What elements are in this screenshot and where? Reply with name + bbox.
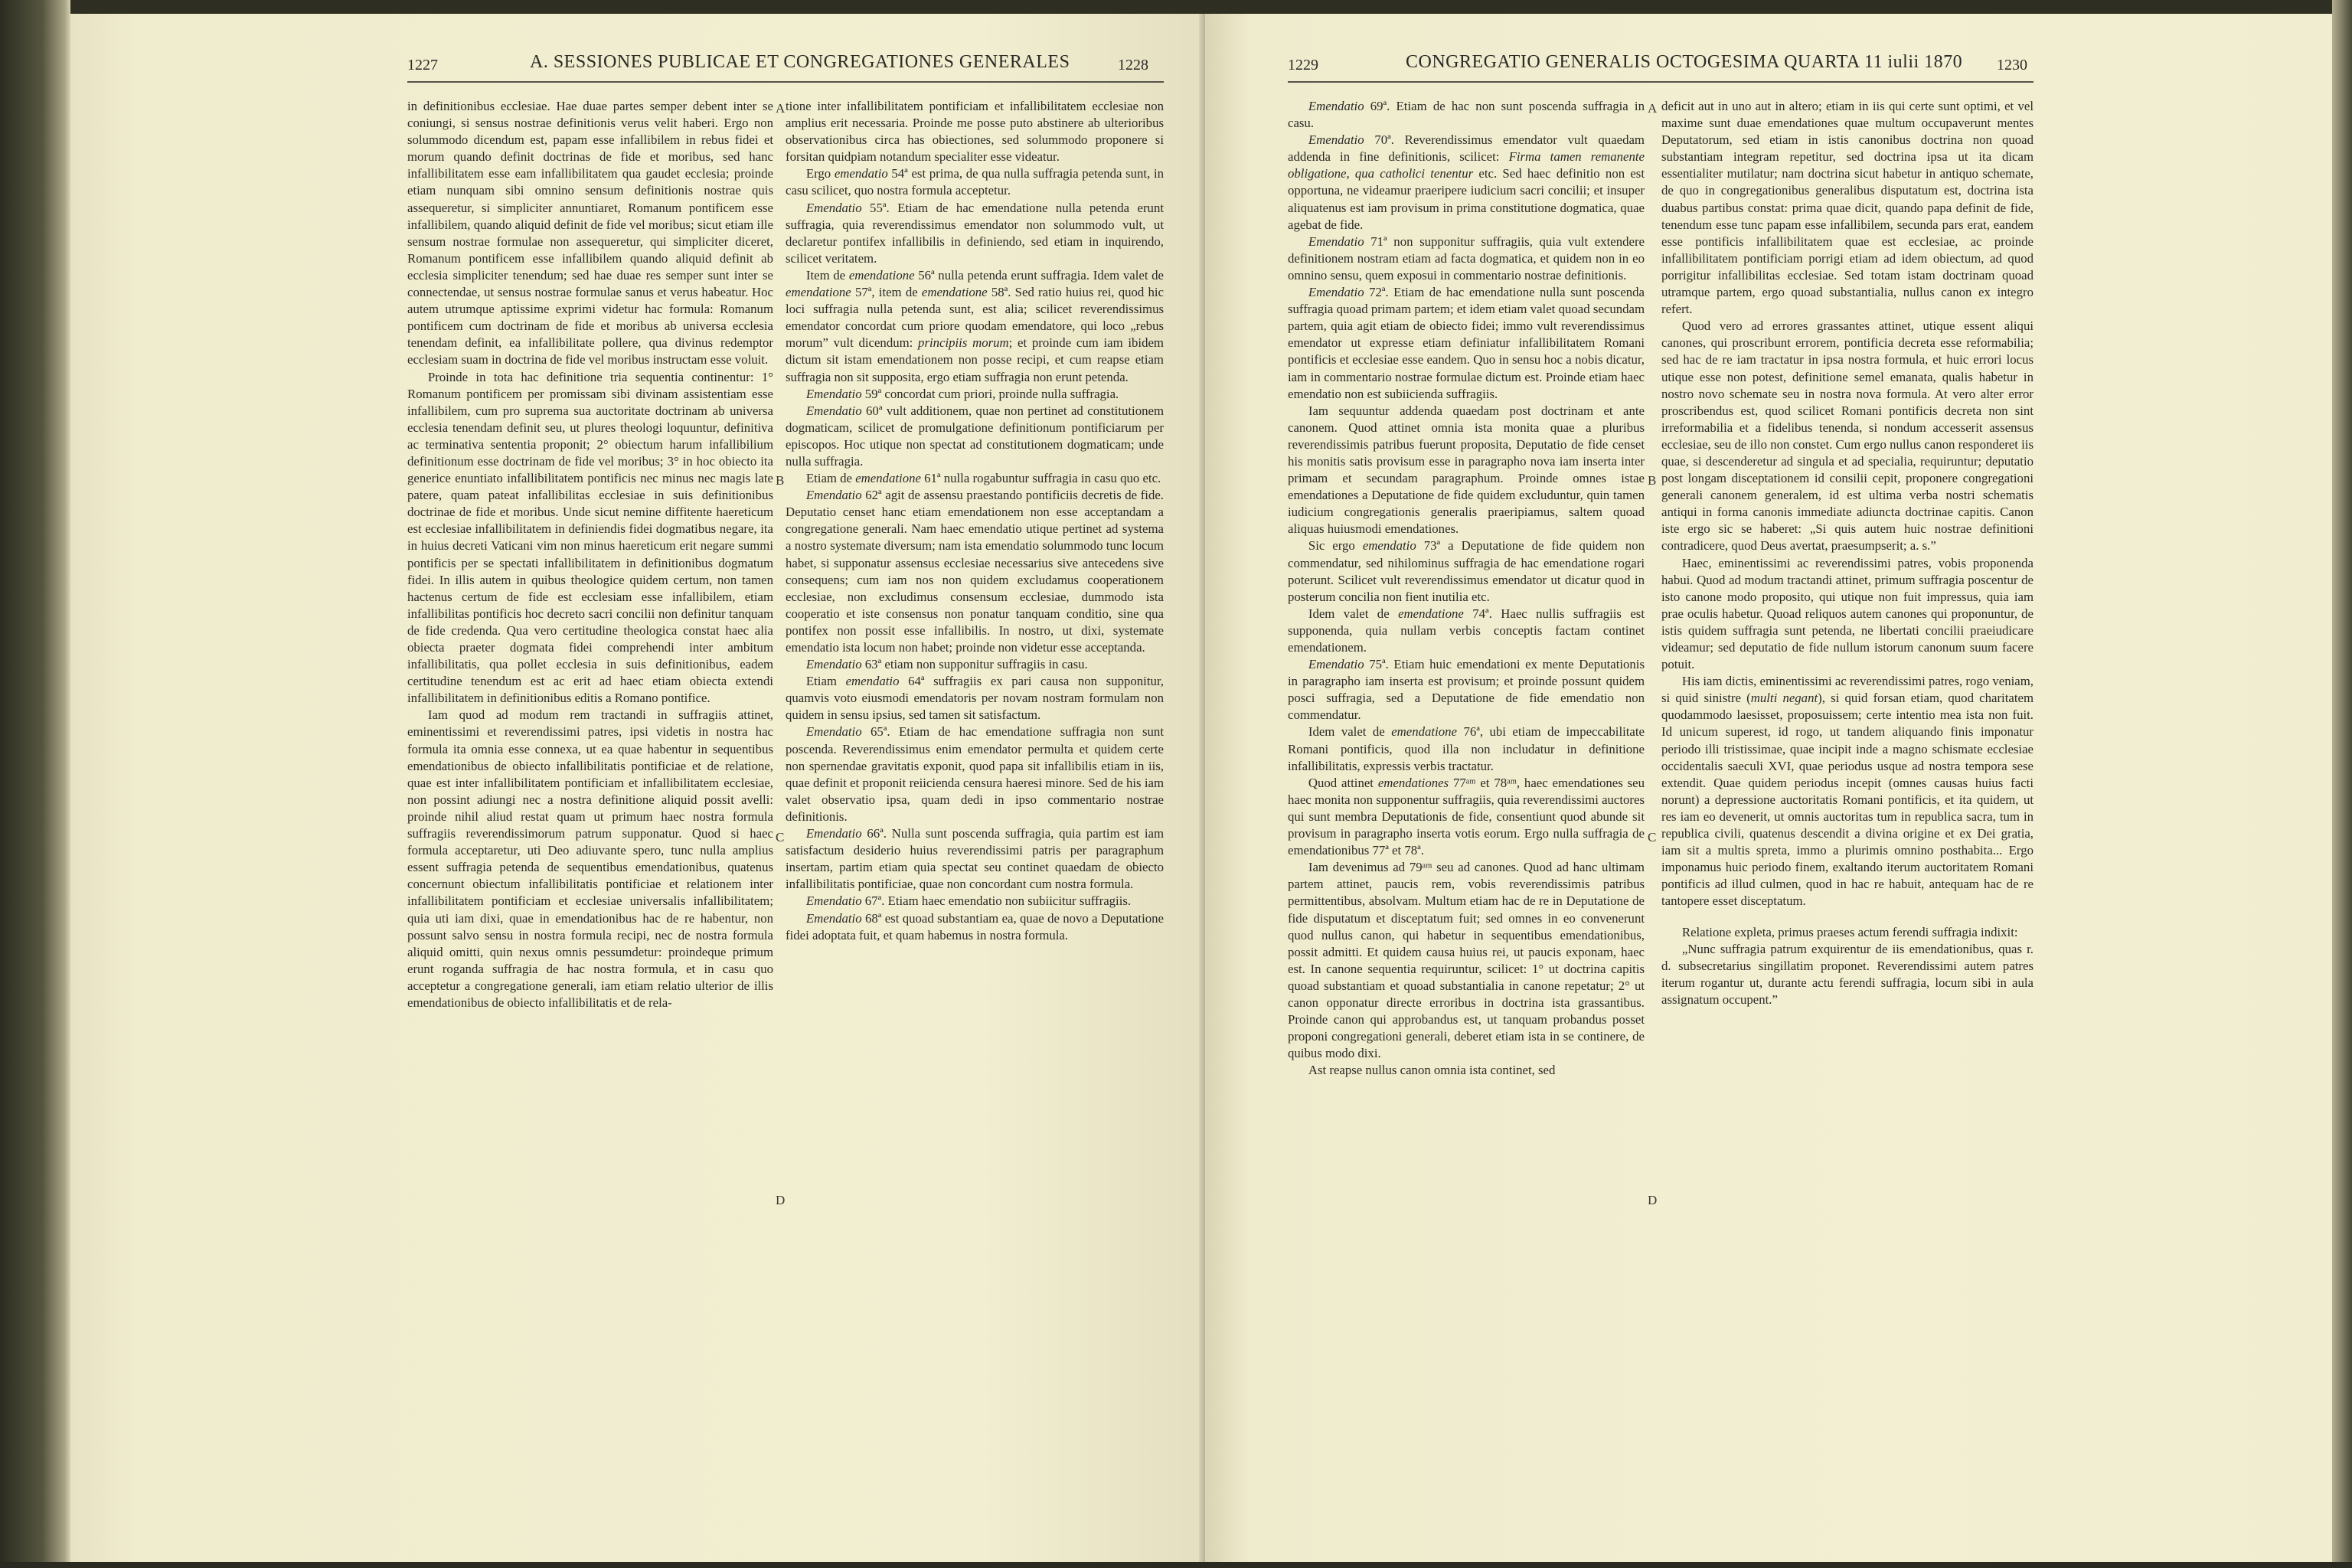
header-rule <box>407 81 1164 83</box>
text-column-left <box>407 98 773 1011</box>
margin-siglum: A <box>776 101 786 116</box>
text-column-right <box>786 98 1164 944</box>
running-head: CONGREGATIO GENERALIS OCTOGESIMA QUARTA 11 iulii 1870 <box>1406 52 1963 72</box>
paragraph: Item de emendatione 56ª nulla petenda erunt suffragia. Idem valet de emendatione 57ª, item de emendatione 58ª. Sed ratio huius rei, quod hic loci suffragia nulla petenda sunt, est alia; scilicet reverendissimus emendator concordat cum priore quodam emendatore, qui loco „rebus morum” vult dicendum: principiis morum; et proinde cum iam ibidem dictum sit istam emendationem non posse recipi, et cum reapse etiam suffragia non sit supposita, ergo etiam suffragia non erunt petenda. <box>786 267 1164 384</box>
paragraph: Etiam emendatio 64ª suffragiis ex pari causa non supponitur, quamvis voto eiusmodi emendatoris per novam nostram formulam non quidem in sensu ipsius, sed tamen sit satisfactum. <box>786 674 1164 723</box>
paragraph: in definitionibus ecclesiae. Hae duae partes semper debent inter se coniungi, si sensus nostrae definitionis verus velit haberi. Ergo non solummodo dicendum est, papam esse infallibilem in rebus fidei et morum quando definit doctrinas de fide et moribus, sed hanc infallibilitatem esse eam infallibilitatem qua gaudet ecclesia; proinde etiam nunquam sibi omnino sensum definitionis nostrae quis assequeretur, si simpliciter annuntiaret, Romanum pontificem esse infallibilem, quando aliquid definit de fide vel moribus; sicut etiam ille sensum nostrae formulae non assequeretur, qui simpliciter diceret, Romanum pontificem esse infallibilem quando aliquid definit ab ecclesia simpliciter tenendum; sed hae duae res semper sunt inter se connectendae, ut sensus nostrae formulae sanus et verus habeatur. Hoc autem utrumque aptissime exprimi videtur hac formula: Romanum pontificem cum doctrinam de fide et moribus ab universa ecclesia tenendam definit, ea infallibilitate pollere, qua divinus redemptor ecclesiam suam in doctrina de fide vel moribus instructam esse voluit. <box>407 99 773 368</box>
margin-siglum: C <box>776 830 785 844</box>
paragraph: Emendatio 63ª etiam non supponitur suffragiis in casu. <box>805 657 1088 672</box>
paragraph: Ast reapse nullus canon omnia ista continet, sed <box>1308 1063 1556 1078</box>
paragraph: Iam sequuntur addenda quaedam post doctrinam et ante canonem. Quod attinet omnia ista monita quae a pluribus reverendissimis patribus fuerunt proposita, Deputatio de fide censet his monitis satis provisum esse in paragrapho nova iam inserta inter primam et secundam paragraphum. Proinde omnes istae emendationes a Deputatione de fide quidem excluduntur, quin tamen iudicium congregationis generalis praeripiamus, saltem quoad aliquas huiusmodi emendationes. <box>1288 403 1645 537</box>
paragraph: Quod attinet emendationes 77ᵃᵐ et 78ᵃᵐ, haec emendationes seu haec monita non supponentur suffragiis, quia reverendissimi auctores qui sunt membra Deputationis de fide, consentiunt quod abunde sit provisum in paragrapho inserta votis eorum. Ergo nulla suffragia de emendationibus 77ª et 78ª. <box>1288 775 1645 858</box>
book-edge-right <box>2332 0 2352 1568</box>
margin-siglum: B <box>776 473 785 488</box>
paragraph: „Nunc suffragia patrum exquirentur de iis emendationibus, quas r. d. subsecretarius singillatim proponet. Reverendissimi autem patres iterum rogantur ut, durante actu ferendi suffragia, locum sibi in aula assignatum occupent.” <box>1661 941 2034 1007</box>
paragraph: His iam dictis, eminentissimi ac reverendissimi patres, rogo veniam, si quid sinistre (multi negant), si quid forsan etiam, quod charitatem quodammodo laesisset, proposuissem; certe intentio mea ista non fuit. Id unicum superest, id rogo, ut tandem aliquando finis imponatur periodo illi tristissimae, quae incipit inde a magno schismate ecclesiae occidentalis saeculi XVI, quae periodus usque ad nostra tempora sese extendit. Quae quidem periodus incepit (omnes causas huius facti norunt) a depressione auctoritatis Romani pontificis, et ita quidem, ut res iam eo devenerit, ut omnis auctoritas tum in republica sacra, tum in republica civili, quatenus descendit a divina origine et ex Dei gratia, iam sit a multis spreta, immo a plurimis omnino posthabita... Ergo imponamus huic periodo finem, exaltando iterum auctoritatem Romani pontificis ad illud culmen, quod in hac re habuit, antequam hac de re tantopere esset disceptatum. <box>1661 674 2034 909</box>
paragraph: Proinde in tota hac definitione tria sequentia continentur: 1° Romanum pontificem per promissam sibi divinam assistentiam esse infallibilem, cum pro suprema sua auctoritate doctrinam ab universa ecclesia tenendam definit seu, ut plures theologi loquuntur, definitiva ac terminativa sententia proponit; 2° obiectum harum infallibilium definitionum esse doctrinam de fide vel moribus; 3° in hoc obiecto ita generice enuntiato infallibilitatem pontificis nec minus nec magis late patere, quam pateat infallibilitas ecclesiae in suis definitionibus doctrinae de fide et moribus. Unde sicut nemine diffitente haereticum est ecclesiae infallibilitatem in definiendis fidei dogmatibus negare, ita in huius decreti Vaticani vim non minus haereticum erit negare summi pontificis per se spectati infallibilitatem in definitionibus dogmatum fidei. In illis autem in quibus theologice quidem certum, non tamen hactenus certum de fide est ecclesiam esse infallibilem, etiam infallibilitas pontificis hoc decreto sacri concilii non definitur tanquam de fide credenda. Qua vero certitudine theologica constat haec alia obiecta praeter dogmata fidei comprehendi inter ambitum infallibilitatis, qua pollet ecclesia in suis definitionibus, eadem certitudine tenendum est ac erit ad haec etiam obiecta extendi infallibilitatem in definitionibus editis a Romano pontifice. <box>407 369 773 706</box>
paragraph: Emendatio 62ª agit de assensu praestando pontificiis decretis de fide. Deputatio censet hanc etiam emendationem non esse acceptandam a congregatione generali. Nam haec emendatio utique pertinet ad systema a nostro systemate diversum; nam ista emendatio solummodo tunc locum habet, si supponatur assensus ecclesiae necessarius sive antecedens sive consequens; cum iam nos non quidem excludamus cooperationem ecclesiae, non excludimus consensum ecclesiae, dummodo ista cooperatio et iste consensus non ponatur tanquam conditio, sine qua pontifex non possit esse infallibilis. In nostro, ut dixi, systemate emendatio ista locum non habet; proinde non videtur esse acceptanda. <box>786 488 1164 655</box>
page-number: 1229 <box>1288 57 1318 74</box>
paragraph: Emendatio 60ª vult additionem, quae non pertinet ad constitutionem dogmaticam, scilicet de promulgatione definitionum pontificiarum per episcopos. Hoc utique non spectat ad constitutionem dogmaticam; unde nulla suffragia. <box>786 403 1164 469</box>
paragraph: Emendatio 65ª. Etiam de hac emendatione suffragia non sunt poscenda. Reverendissimus enim emendator permulta et quidem certe non spernendae gravitatis exponit, quod papa sit infallibilis etiam in iis, quae definit et proponit reiicienda censura haeresi minore. Sed de his iam valet observatio ipsa, quam dedi in ipso commentario nostrae definitionis. <box>786 724 1164 824</box>
paragraph: Haec, eminentissimi ac reverendissimi patres, vobis proponenda habui. Quod ad modum tractandi attinet, primum suffragia poscentur de isto canone modo proposito, qui utique non fuit impressus, quia iam prae oculis habetur. Quoad reliquos autem canones qui proponuntur, de istis quidem suffragia sunt petenda, ne libertati concilii praeiudicare videamur; sed deputatio de fide nullum istorum canonum suum facere potuit. <box>1661 555 2034 672</box>
paragraph: Idem valet de emendatione 76ª, ubi etiam de impeccabilitate Romani pontificis, quod illa non includatur in definitione infallibilitatis, expressis verbis tractatur. <box>1288 724 1645 773</box>
paragraph: Emendatio 66ª. Nulla sunt poscenda suffragia, quia partim est iam satisfactum desiderio huius reverendissimi patris per paragraphum insertam, partim etiam quia spectat seu continet quaedam de obiecto infallibilitatis pontificiae, quae non concordant cum nostra formula. <box>786 826 1164 892</box>
paragraph: Emendatio 55ª. Etiam de hac emendatione nulla petenda erunt suffragia, quia reverendissimus emendator non solummodo vult, ut declaretur pontifex infallibilis in definiendo, sed etiam in inquirendo, scilicet veritatem. <box>786 200 1164 266</box>
paragraph: Emendatio 75ª. Etiam huic emendationi ex mente Deputationis in paragrapho iam inserta est provisum; et proinde possunt quidem posci suffragia, sed a Deputatione de fide emendatio non commendatur. <box>1288 657 1645 723</box>
paragraph: Quod vero ad errores grassantes attinet, utique essent aliqui canones, qui proscribunt errorem, pontificia decreta esse reformabilia; sed hac de re iam tractatur in ipsa nostra formula, et huic errori locus utique esse non potest, definitione semel emanata, qualis habetur in nostro novo schemate seu in nostra nova formula. At vero alter error proscribendus est, quod scilicet Romani pontificis decreta non sint irreformabilia et a fidelibus tenenda, si nondum accesserit assensus ecclesiae, seu de illo non constet. Cum ergo nullus canon responderet iis quae, si descenderetur ad singula et ad specialia, requiruntur; deputatio post longam disceptationem id consilii cepit, proponere congregationi generali canonem generalem, id est ultima verba nostri schematis antiqui in forma canonis immediate adiuncta doctrinae capitis. Canon iste ergo sic se haberet: „Si quis autem huic nostrae definitioni contradicere, quod Deus avertat, praesumpserit; a. s.” <box>1661 318 2034 554</box>
page-number: 1230 <box>1997 57 2027 74</box>
paragraph: Emendatio 68ª est quoad substantiam ea, quae de novo a Deputatione fidei adoptata fuit, et quam habemus in nostra formula. <box>786 910 1164 942</box>
right-page <box>1205 14 2332 1562</box>
paragraph: Emendatio 59ª concordat cum priori, proinde nulla suffragia. <box>805 386 1119 401</box>
paragraph: Iam quod ad modum rem tractandi in suffragiis attinet, eminentissimi et reverendissimi patres, ipsi videtis in nostra hac formula ita omnia esse connexa, ut ea quae habentur in sequentibus emendationibus de obiecto infallibilitatis pontificiae et de relatione, quae est inter infallibilitatem pontificiam et infallibilitatem ecclesiae, non possint adiungi nec a nostra definitione aliquid possit avelli: proinde nihil aliud restat quam ut primum haec nostra formula suffragiis reverendissimorum patrum supponatur. Quod si haec formula acceptaretur, uti Deo adiuvante spero, tunc nulla amplius essent suffragia petenda de sequentibus emendationibus, quatenus concernunt obiectum infallibilitatis pontificiae et relationem inter infallibilitatem pontificiam et ecclesiae universalis infallibilitatem; quia uti iam dixi, quae in emendationibus hac de re habentur, non possunt salvo sensu in nostra formula recipi, nec de nostra formula aliquid omitti, quin nexus omnis pessumdetur: proindeque primum erunt roganda suffragia de hac nostra formula, et in casu quo acceptetur a congregatione generali, iam etiam relatio ulterior de illis emendationibus de obiecto infallibilitatis et de rela- <box>407 707 773 1010</box>
book-edge-bottom <box>0 1562 2352 1568</box>
paragraph: Ergo emendatio 54ª est prima, de qua nulla suffragia petenda sunt, in casu scilicet, quo nostra formula acceptetur. <box>786 166 1164 198</box>
left-page <box>70 14 1205 1562</box>
paragraph: Sic ergo emendatio 73ª a Deputatione de fide quidem non commendatur, sed nihilominus suffragia de hac emendatione rogari poterunt. Scilicet vult reverendissimus emendator ut dicatur quod in posterum concilia non fient inutilia etc. <box>1288 538 1645 604</box>
page-number: 1227 <box>407 57 438 74</box>
margin-siglum: D <box>1648 1193 1658 1207</box>
margin-siglum: A <box>1648 101 1658 116</box>
margin-siglum: D <box>776 1193 786 1207</box>
page-number: 1228 <box>1118 57 1148 74</box>
text-column-right <box>1661 98 2034 1008</box>
book-edge-left <box>0 0 70 1568</box>
paragraph: Emendatio 70ª. Reverendissimus emendator vult quaedam addenda in fine definitionis, scilicet: Firma tamen remanente obligatione, qua catholici tenentur etc. Sed haec definitio non est opportuna, ne videamur praeripere iudicium sacri concilii; et insuper aliquatenus est iam provisum in prima constitutione dogmatica, quae agebat de fide. <box>1288 132 1645 232</box>
margin-siglum: C <box>1648 830 1657 844</box>
paragraph: Emendatio 67ª. Etiam haec emendatio non subiicitur suffragiis. <box>805 893 1132 909</box>
paragraph: Emendatio 69ª. Etiam de hac non sunt poscenda suffragia in casu. <box>1288 99 1645 131</box>
paragraph: Etiam de emendatione 61ª nulla rogabuntur suffragia in casu quo etc. <box>805 471 1161 486</box>
paragraph: Emendatio 72ª. Etiam de hac emendatione nulla sunt poscenda suffragia quoad primam partem; et idem etiam valet quoad secundam partem, quia agit etiam de obiecto fidei; immo vult reverendissimus emendator ut expresse etiam definiatur infallibilitatem Romani pontificis et ecclesiae esse eandem. Quo in sensu hoc a nobis dicatur, iam in commentario nostrae formulae dictum est. Proinde etiam haec emendatio non est subiicienda suffragiis. <box>1288 285 1645 401</box>
header-rule <box>1288 81 2034 83</box>
paragraph: Idem valet de emendatione 74ª. Haec nullis suffragiis est supponenda, quia nullam verbis conceptis factam continet emendationem. <box>1288 606 1645 655</box>
paragraph: Iam devenimus ad 79ᵃᵐ seu ad canones. Quod ad hanc ultimam partem attinet, paucis rem, vobis reverendissimis patribus permittentibus, absolvam. Multum etiam hac de re in Deputatione de fide disputatum et disceptatum fuit; sed omnes in eo convenerunt quod nullus canon, qui habetur in sequentibus emendationibus, possit admitti. Et quidem causa huius rei, ut paucis exponam, haec est. In canone sequentia requiruntur, scilicet: 1° ut doctrina capitis quoad substantiam et quoad substantialia in canone repetatur; 2° ut canon opponatur directe erroribus in doctrina ista grassantibus. Proinde canon qui approbandus est, ut tanquam probandus posset proponi congregationi generali, deberet etiam ista in se continere, de quibus modo dixi. <box>1288 860 1645 1061</box>
paragraph: Relatione expleta, primus praeses actum ferendi suffragia indixit: <box>1681 924 2018 939</box>
paragraph: Emendatio 71ª non supponitur suffragiis, quia vult extendere definitionem nostram etiam ad facta dogmatica, et quidem non in eo omnino sensu, quem exposui in commentario nostrae definitionis. <box>1288 234 1645 283</box>
paragraph: tione inter infallibilitatem pontificiam et infallibilitatem ecclesiae non amplius erit necessaria. Proinde me posse puto abstinere ab ulterioribus observationibus circa has obiectiones, sed solummodo proponere si forsitan quidpiam notandum specialiter esse videatur. <box>786 99 1164 165</box>
margin-siglum: B <box>1648 473 1657 488</box>
paragraph: deficit aut in uno aut in altero; etiam in iis qui certe sunt optimi, et vel maxime sunt duae emendationes quae multum occupaverunt mentes Deputatorum, sed etiam in istis canonibus doctrina non quoad substantiam integram repetitur, sed doctrina ipsa ut ita dicam essentialiter mutilatur; nam doctrina sicut habetur in antiquo schemate, de quo in congregationibus generalibus disputatum est, doctrina ista duabus partibus constat: prima quae dicit, quando papa definit de fide, tenendum esse tunc papam esse infallibilem, secunda pars erat, eandem esse pontificis infallibilitatem quae est ecclesiae, ac proinde infallibilitatem pontificiam porrigi etiam ad idem obiectum, ad quod porrigitur infallibilitas ecclesiae. Sed totam istam doctrinam quoad utramque partem, ergo quoad substantialia, nullus canon ex integro refert. <box>1661 99 2034 317</box>
text-column-left <box>1288 98 1645 1079</box>
running-head: A. SESSIONES PUBLICAE ET CONGREGATIONES GENERALES <box>530 52 1070 72</box>
